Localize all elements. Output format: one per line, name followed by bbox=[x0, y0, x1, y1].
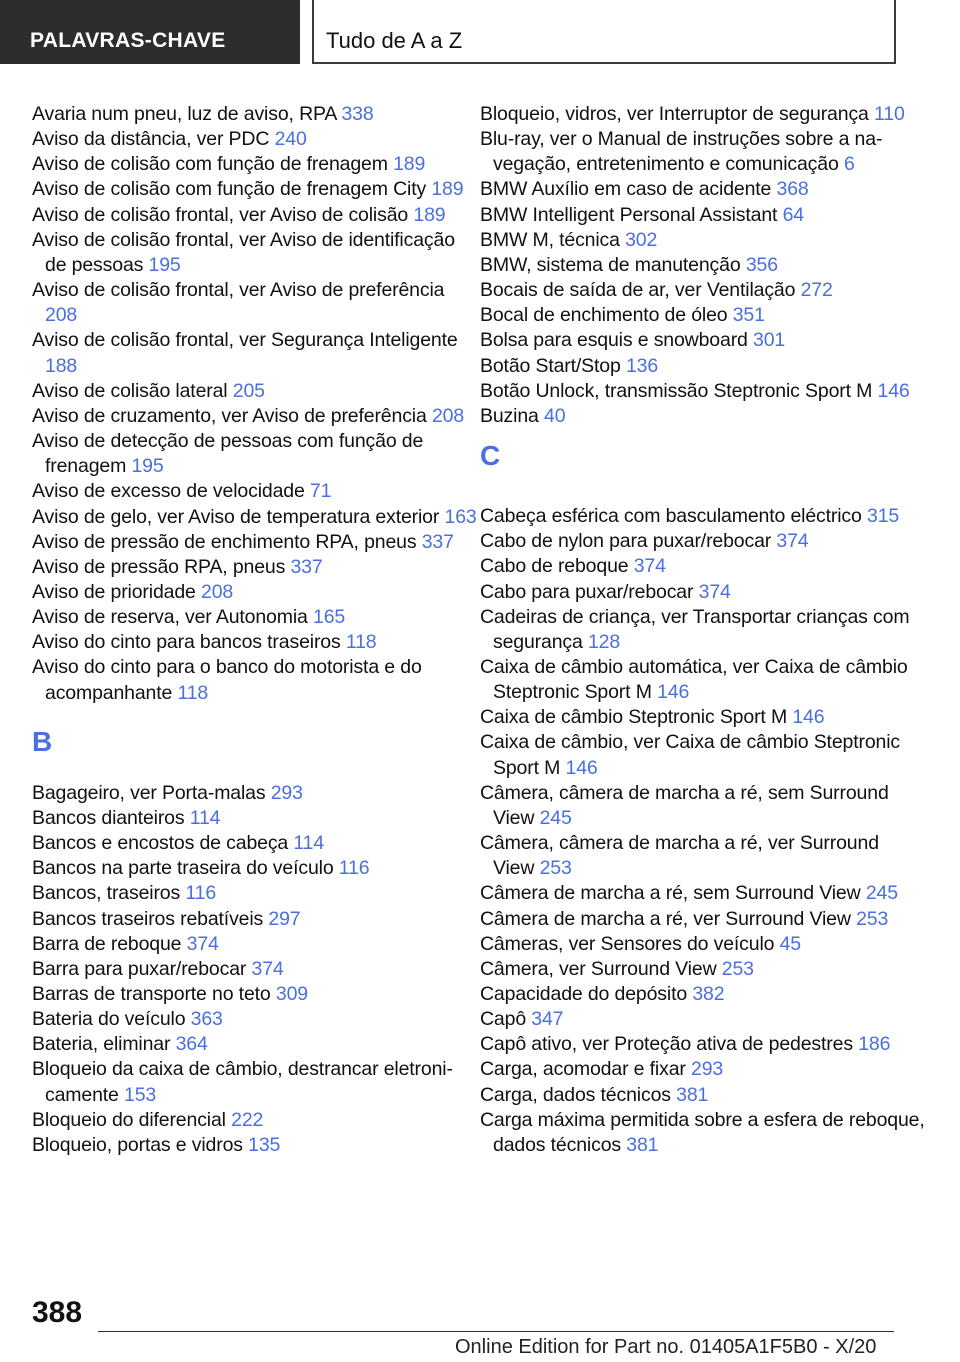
entry-text: Bloqueio, portas e vidros bbox=[32, 1133, 249, 1156]
page-link[interactable]: 189 bbox=[431, 178, 464, 201]
index-entry bbox=[480, 354, 925, 379]
page-link[interactable]: 253 bbox=[721, 957, 754, 980]
index-entry bbox=[32, 278, 477, 328]
index-entry bbox=[32, 856, 477, 881]
index-entry bbox=[480, 504, 925, 529]
page-link[interactable]: 356 bbox=[745, 253, 778, 276]
page-link[interactable]: 381 bbox=[676, 1083, 709, 1106]
page-link[interactable]: 374 bbox=[251, 957, 284, 980]
entry-text: Câmera de marcha a ré, ver Surround View bbox=[480, 907, 857, 930]
page-link[interactable]: 374 bbox=[186, 932, 219, 955]
index-entry bbox=[480, 303, 925, 328]
index-entry bbox=[32, 177, 477, 202]
page-link[interactable]: 114 bbox=[189, 806, 221, 829]
index-entry bbox=[32, 605, 477, 630]
entry-text: Aviso de prioridade bbox=[32, 580, 201, 603]
entry-text: Bloqueio do diferencial bbox=[32, 1108, 232, 1131]
index-entry bbox=[480, 881, 925, 906]
entry-text: Carga, dados técnicos bbox=[480, 1083, 677, 1106]
index-entry bbox=[32, 203, 477, 228]
index-entry bbox=[32, 932, 477, 957]
entry-text: Aviso do cinto para o banco do motorista e do acompanhante bbox=[32, 656, 422, 704]
entry-text: Bocais de saída de ar, ver Ventilação bbox=[480, 279, 801, 302]
entry-text: Barra de reboque bbox=[32, 932, 187, 955]
index-entry bbox=[480, 982, 925, 1007]
page-link[interactable]: 240 bbox=[274, 128, 307, 151]
entry-text: Câmera, câmera de marcha a ré, ver Surround View bbox=[480, 832, 879, 880]
index-entry bbox=[32, 806, 477, 831]
page-link[interactable]: 189 bbox=[393, 153, 426, 176]
entry-text: Cadeiras de criança, ver Transportar crianças com segurança bbox=[480, 605, 910, 653]
page-link[interactable]: 245 bbox=[865, 882, 898, 905]
entry-text: Aviso de colisão com função de frenagem bbox=[32, 153, 394, 176]
index-entry bbox=[480, 705, 925, 730]
index-entry bbox=[480, 781, 925, 831]
page-link[interactable]: 110 bbox=[874, 103, 905, 125]
index-entry bbox=[32, 1032, 477, 1057]
entry-text: Aviso de colisão com função de frenagem City bbox=[32, 178, 432, 201]
index-entry bbox=[480, 328, 925, 353]
entry-text: Bolsa para esquis e snowboard bbox=[480, 329, 754, 352]
page-link[interactable]: 301 bbox=[753, 329, 786, 352]
page-link[interactable]: 153 bbox=[124, 1083, 157, 1106]
page-link[interactable]: 208 bbox=[431, 404, 465, 427]
entry-text: Bateria, eliminar bbox=[32, 1033, 176, 1056]
entry-text: Barras de transporte no teto bbox=[32, 983, 276, 1005]
entry-text: Bancos dianteiros bbox=[32, 806, 190, 829]
page-link[interactable]: 135 bbox=[248, 1133, 281, 1156]
index-entry bbox=[32, 102, 477, 127]
page-link[interactable]: 64 bbox=[782, 203, 804, 226]
entry-text: Botão Start/Stop bbox=[480, 354, 626, 377]
page-link[interactable]: 315 bbox=[867, 505, 900, 528]
index-entry bbox=[480, 932, 925, 957]
index-entry bbox=[32, 957, 477, 982]
index-entry bbox=[480, 1108, 925, 1158]
section-tab: PALAVRAS-CHAVE bbox=[0, 0, 300, 64]
entry-text: Barra para puxar/rebocar bbox=[32, 957, 252, 980]
entry-text: Aviso da distância, ver PDC bbox=[32, 128, 275, 151]
page-link[interactable]: 374 bbox=[698, 580, 731, 603]
page-link[interactable]: 374 bbox=[633, 555, 666, 578]
index-entry bbox=[480, 529, 925, 554]
index-entry bbox=[32, 1007, 477, 1032]
index-entry bbox=[480, 127, 925, 177]
page-link[interactable]: 293 bbox=[270, 781, 303, 804]
section-letter: B bbox=[32, 725, 53, 757]
index-entry bbox=[480, 404, 925, 429]
entry-text: Aviso do cinto para bancos traseiros bbox=[32, 631, 346, 654]
page-link[interactable]: 337 bbox=[421, 530, 454, 553]
index-entry bbox=[480, 831, 925, 881]
page-link[interactable]: 293 bbox=[691, 1058, 724, 1081]
page-link[interactable]: 146 bbox=[877, 379, 910, 402]
entry-text: Buzina bbox=[480, 404, 544, 427]
index-entry bbox=[32, 429, 477, 479]
index-entry bbox=[480, 379, 925, 404]
page-link[interactable]: 114 bbox=[293, 832, 325, 855]
entry-text: Bloqueio, vidros, ver Interruptor de segurança bbox=[480, 103, 875, 125]
page-link[interactable]: 146 bbox=[565, 756, 598, 779]
footer-edition: Online Edition for Part no. 01405A1F5B0 - X/20 bbox=[455, 1336, 877, 1358]
page-link[interactable]: 245 bbox=[539, 806, 572, 829]
entry-text: Cabo de nylon para puxar/rebocar bbox=[480, 530, 777, 553]
index-entry bbox=[32, 328, 477, 378]
index-entry bbox=[480, 730, 925, 780]
page-link[interactable]: 118 bbox=[177, 681, 209, 704]
index-entry bbox=[32, 404, 477, 429]
index-entry bbox=[480, 957, 925, 982]
index-column-left bbox=[32, 102, 477, 1158]
index-entry bbox=[32, 630, 477, 655]
page-link[interactable]: 347 bbox=[531, 1008, 564, 1031]
index-entry bbox=[480, 907, 925, 932]
index-entry bbox=[32, 580, 477, 605]
entry-text: Bocal de enchimento de óleo bbox=[480, 304, 733, 327]
page-link[interactable]: 351 bbox=[732, 304, 765, 327]
page-link[interactable]: 188 bbox=[45, 354, 78, 377]
entry-text: Bancos e encostos de cabeça bbox=[32, 832, 294, 855]
entry-text: Capô bbox=[480, 1008, 532, 1031]
page-number: 388 bbox=[32, 1296, 83, 1329]
index-entry bbox=[32, 907, 477, 932]
page-link[interactable]: 222 bbox=[231, 1108, 264, 1131]
entry-text: Botão Unlock, transmissão Steptronic Sport M bbox=[480, 379, 878, 402]
index-entry bbox=[32, 1057, 477, 1107]
index-entry bbox=[32, 228, 477, 278]
page-link[interactable]: 116 bbox=[338, 857, 370, 880]
page-link[interactable]: 45 bbox=[779, 932, 801, 955]
entry-text: Câmera, ver Surround View bbox=[480, 957, 722, 980]
page-link[interactable]: 368 bbox=[776, 178, 809, 201]
page-link[interactable]: 128 bbox=[587, 630, 621, 653]
entry-text: Aviso de colisão frontal, ver Aviso de preferência bbox=[32, 279, 445, 302]
page-link[interactable]: 205 bbox=[232, 379, 265, 402]
index-entry bbox=[32, 530, 477, 555]
entry-text: Caixa de câmbio automática, ver Caixa de câmbio Steptronic Sport M bbox=[480, 655, 908, 704]
index-entry bbox=[32, 555, 477, 580]
page-link[interactable]: 338 bbox=[341, 103, 374, 125]
entry-text: Aviso de colisão frontal, ver Aviso de colisão bbox=[32, 203, 414, 226]
entry-text: Aviso de colisão frontal, ver Segurança Inteligente bbox=[32, 329, 458, 352]
page-link[interactable]: 337 bbox=[290, 555, 323, 578]
index-entry bbox=[480, 278, 925, 303]
index-entry bbox=[32, 881, 477, 906]
index-entry bbox=[480, 102, 925, 127]
entry-text: Aviso de reserva, ver Autonomia bbox=[32, 606, 313, 629]
page-link[interactable]: 189 bbox=[413, 203, 446, 226]
page-link[interactable]: 195 bbox=[148, 253, 181, 276]
page-link[interactable]: 163 bbox=[444, 505, 477, 528]
entry-text: Cabo para puxar/rebocar bbox=[480, 580, 699, 603]
entry-text: Aviso de detecção de pessoas com função de frenagem bbox=[32, 430, 424, 478]
entry-text: Aviso de excesso de velocidade bbox=[32, 480, 310, 503]
header-tabs bbox=[0, 0, 960, 66]
index-entry bbox=[480, 228, 925, 253]
page-link[interactable]: 381 bbox=[626, 1133, 659, 1156]
entry-text: Carga máxima permitida sobre a esfera de reboque, dados técnicos bbox=[480, 1108, 925, 1156]
page-link[interactable]: 253 bbox=[856, 907, 889, 930]
index-entry bbox=[32, 479, 477, 504]
entry-text: BMW M, técnica bbox=[480, 228, 626, 251]
entry-text: Bagageiro, ver Porta-malas bbox=[32, 781, 271, 804]
entry-text: Aviso de cruzamento, ver Aviso de preferência bbox=[32, 404, 432, 427]
index-entry bbox=[32, 831, 477, 856]
index-entry bbox=[32, 1133, 477, 1158]
entry-text: Cabo de reboque bbox=[480, 555, 634, 578]
entry-text: Bateria do veículo bbox=[32, 1008, 191, 1031]
entry-text: Câmera de marcha a ré, sem Surround View bbox=[480, 882, 866, 905]
entry-text: Câmera, câmera de marcha a ré, sem Surround View bbox=[480, 781, 889, 829]
entry-text: BMW, sistema de manutenção bbox=[480, 253, 746, 276]
index-entry bbox=[480, 1057, 925, 1082]
entry-text: Aviso de colisão lateral bbox=[32, 379, 233, 402]
index-entry bbox=[32, 781, 477, 806]
page-link[interactable]: 186 bbox=[858, 1033, 891, 1056]
index-entry bbox=[32, 655, 477, 705]
page-link[interactable]: 374 bbox=[776, 530, 809, 553]
entry-text: Avaria num pneu, luz de aviso, RPA bbox=[32, 103, 342, 125]
entry-text: Aviso de gelo, ver Aviso de temperatura exterior bbox=[32, 505, 445, 528]
page-link[interactable]: 136 bbox=[625, 354, 659, 377]
entry-text: Bancos, traseiros bbox=[32, 882, 186, 905]
index-entry bbox=[480, 1007, 925, 1032]
entry-text: Cabeça esférica com basculamento eléctrico bbox=[480, 505, 867, 528]
index-entry bbox=[32, 127, 477, 152]
page-link[interactable]: 297 bbox=[268, 907, 301, 930]
page-link[interactable]: 146 bbox=[792, 706, 825, 729]
page-link[interactable]: 71 bbox=[309, 480, 332, 503]
page-link[interactable]: 363 bbox=[190, 1008, 223, 1031]
index-entry bbox=[480, 253, 925, 278]
entry-text: Aviso de colisão frontal, ver Aviso de identificação de pessoas bbox=[32, 228, 455, 276]
page-link[interactable]: 309 bbox=[275, 983, 308, 1005]
entry-text: Capacidade do depósito bbox=[480, 983, 693, 1005]
page-link[interactable]: 40 bbox=[544, 404, 566, 427]
entry-text: BMW Auxílio em caso de acidente bbox=[480, 178, 777, 201]
page-link[interactable]: 146 bbox=[657, 681, 690, 704]
entry-text: Bloqueio da caixa de câmbio, destrancar eletronicamente bbox=[32, 1058, 453, 1106]
entry-text: Blu-ray, ver o Manual de instruções sobre a navegação, entretenimento e comunicação bbox=[480, 128, 883, 176]
index-entry bbox=[480, 605, 925, 655]
entry-text: Capô ativo, ver Proteção ativa de pedestres bbox=[480, 1033, 859, 1056]
index-entry bbox=[32, 152, 477, 177]
index-column-right bbox=[480, 102, 925, 1158]
footer-divider bbox=[98, 1331, 894, 1332]
index-entry bbox=[480, 177, 925, 202]
index-entry bbox=[32, 1108, 477, 1133]
index-entry bbox=[480, 655, 925, 705]
index-entry bbox=[480, 580, 925, 605]
page-link[interactable]: 165 bbox=[313, 606, 346, 629]
page-link[interactable]: 253 bbox=[539, 857, 572, 880]
page-link[interactable]: 364 bbox=[175, 1033, 208, 1056]
page-link[interactable]: 302 bbox=[625, 228, 658, 251]
page-link[interactable]: 195 bbox=[131, 455, 164, 478]
page-link[interactable]: 116 bbox=[185, 882, 217, 905]
entry-text: Bancos na parte traseira do veículo bbox=[32, 857, 339, 880]
index-entry bbox=[480, 1032, 925, 1057]
index-entry bbox=[32, 982, 477, 1007]
index-entry bbox=[480, 554, 925, 579]
section-letter: C bbox=[480, 440, 501, 472]
entry-text: Câmeras, ver Sensores do veículo bbox=[480, 932, 780, 955]
entry-text: Carga, acomodar e fixar bbox=[480, 1058, 691, 1081]
entry-text: BMW Intelligent Personal Assistant bbox=[480, 203, 783, 226]
page-link[interactable]: 6 bbox=[843, 153, 855, 176]
entry-text: Aviso de pressão de enchimento RPA, pneus bbox=[32, 530, 422, 553]
page-link[interactable]: 382 bbox=[692, 983, 725, 1005]
entry-text: Bancos traseiros rebatíveis bbox=[32, 907, 269, 930]
index-entry bbox=[480, 1083, 925, 1108]
entry-text: Aviso de pressão RPA, pneus bbox=[32, 555, 291, 578]
entry-text: Caixa de câmbio Steptronic Sport M bbox=[480, 706, 793, 729]
index-entry bbox=[32, 379, 477, 404]
index-entry bbox=[32, 505, 477, 530]
title-tab: Tudo de A a Z bbox=[312, 0, 896, 64]
entry-text: Caixa de câmbio, ver Caixa de câmbio Steptronic Sport M bbox=[480, 731, 900, 779]
page-link[interactable]: 208 bbox=[45, 304, 78, 327]
page-link[interactable]: 272 bbox=[800, 279, 833, 302]
page-link[interactable]: 208 bbox=[201, 580, 234, 603]
index-entry bbox=[480, 203, 925, 228]
page-link[interactable]: 118 bbox=[345, 631, 377, 654]
